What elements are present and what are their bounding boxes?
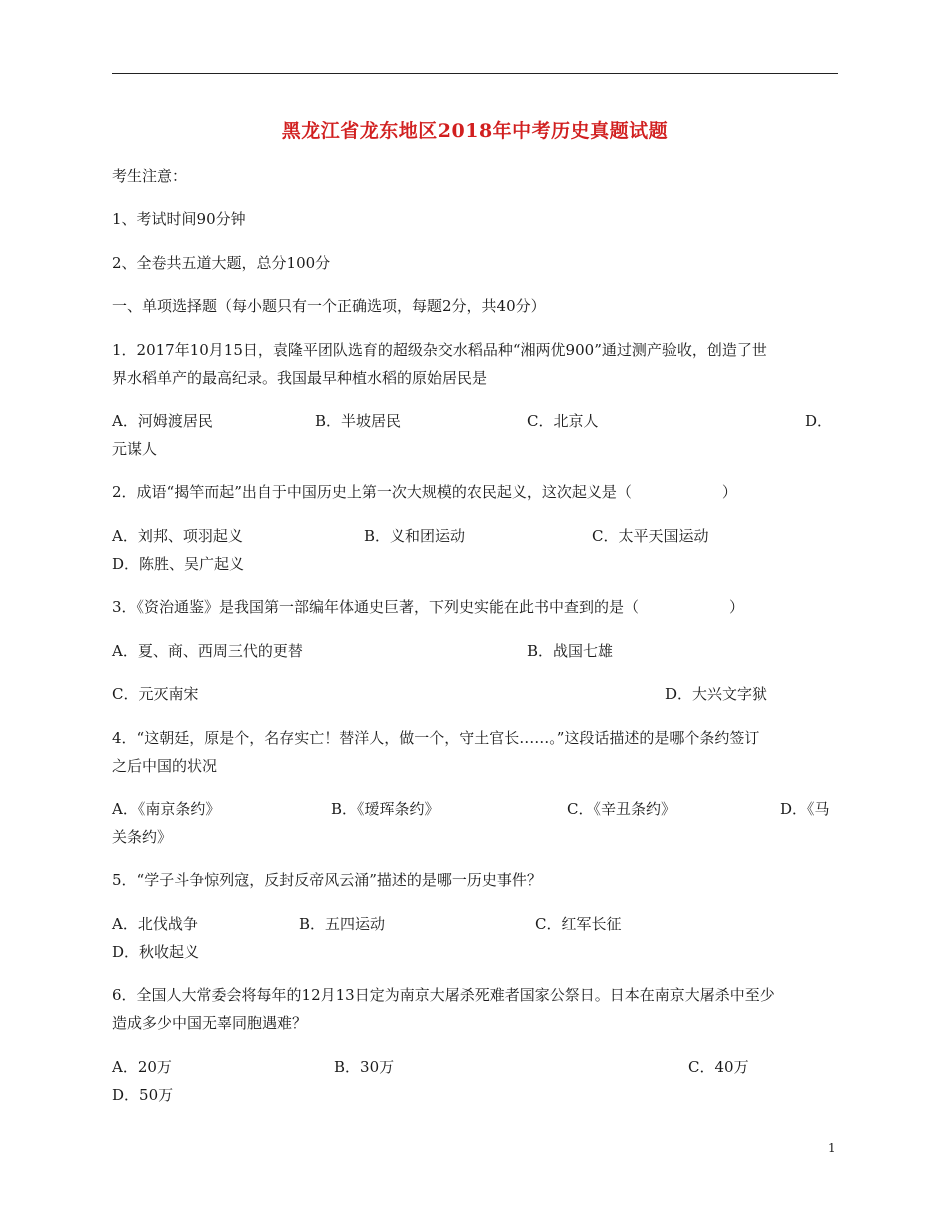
option-d-continued: 元谋人	[112, 440, 158, 458]
question-stem: 2．成语“揭竿而起”出自于中国历史上第一次大规模的农民起义，这次起义是（ ）	[112, 483, 737, 501]
option-d: D．	[805, 412, 833, 430]
question-stem: 之后中国的状况	[112, 757, 218, 775]
question-stem: 界水稻单产的最高纪录。我国最早种植水稻的原始居民是	[112, 369, 488, 387]
option-b: B．30万	[334, 1058, 395, 1076]
option-c: C．《辛丑条约》	[567, 800, 676, 818]
section-heading: 一、单项选择题（每小题只有一个正确选项，每题2分，共40分）	[112, 297, 546, 315]
page-title: 黑龙江省龙东地区2018年中考历史真题试题	[281, 120, 669, 142]
option-d: D．大兴文字狱	[665, 685, 768, 703]
page-number: 1	[828, 1141, 836, 1155]
option-d: D．《马	[780, 800, 830, 818]
option-a: A．20万	[112, 1058, 172, 1076]
option-d: D．50万	[112, 1086, 174, 1104]
option-b: B．半坡居民	[315, 412, 402, 430]
notice-heading: 考生注意：	[112, 167, 188, 185]
option-b: B．五四运动	[299, 915, 386, 933]
option-c: C．元灭南宋	[112, 685, 199, 703]
option-d: D．秋收起义	[112, 943, 200, 961]
option-b: B．战国七雄	[527, 642, 614, 660]
option-d: D．陈胜、吴广起义	[112, 555, 245, 573]
option-c: C．40万	[688, 1058, 749, 1076]
option-a: A．《南京条约》	[112, 800, 221, 818]
option-c: C．红军长征	[535, 915, 622, 933]
option-c: C．太平天国运动	[592, 527, 709, 545]
option-d-continued: 关条约》	[112, 828, 173, 846]
question-stem: 6．全国人大常委会将每年的12月13日定为南京大屠杀死难者国家公祭日。日本在南京大屠杀中至少	[112, 986, 775, 1004]
notice-item-1: 1、考试时间90分钟	[112, 210, 246, 228]
question-stem: 4．“这朝廷，原是个，名存实亡！替洋人，做一个，守土官长……。”这段话描述的是哪个条约签订	[112, 729, 760, 747]
question-stem: 3．《资治通鉴》是我国第一部编年体通史巨著，下列史实能在此书中查到的是（ ）	[112, 598, 745, 616]
option-b: B．义和团运动	[364, 527, 466, 545]
question-stem: 1．2017年10月15日，袁隆平团队选育的超级杂交水稻品种“湘两优900”通过测产验收，创造了世	[112, 341, 767, 359]
notice-item-2: 2、全卷共五道大题，总分100分	[112, 254, 331, 272]
option-a: A．河姆渡居民	[112, 412, 213, 430]
question-stem: 造成多少中国无辜同胞遇难？	[112, 1014, 308, 1032]
option-a: A．北伐战争	[112, 915, 198, 933]
header-rule	[112, 73, 838, 74]
option-a: A．夏、商、西周三代的更替	[112, 642, 303, 660]
option-b: B．《瑷珲条约》	[331, 800, 440, 818]
option-c: C．北京人	[527, 412, 599, 430]
question-stem: 5．“学子斗争惊列寇，反封反帝风云涌”描述的是哪一历史事件？	[112, 871, 542, 889]
option-a: A．刘邦、项羽起义	[112, 527, 243, 545]
